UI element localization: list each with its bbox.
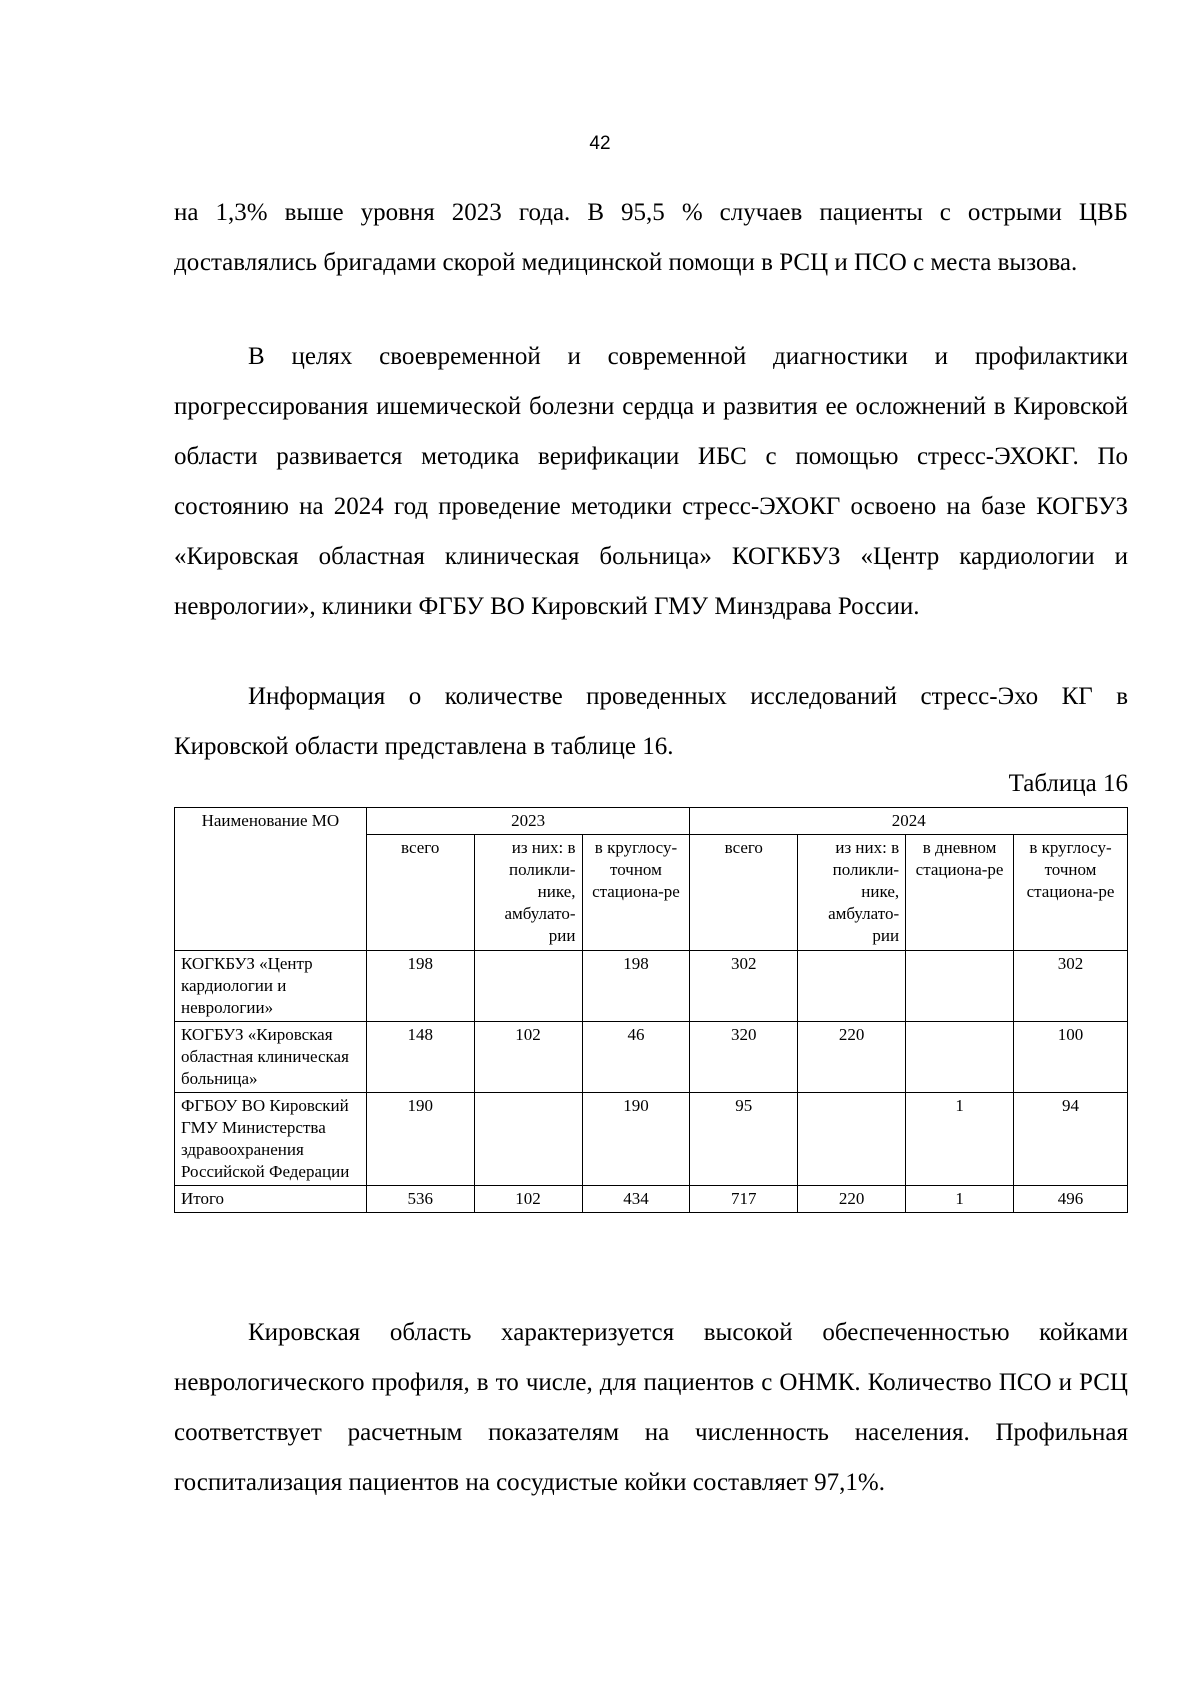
table-total-row: [175, 1186, 1128, 1213]
subheader-2023-polyclinic: из них: в поликли-нике, амбулато-рии: [474, 835, 582, 951]
paragraph-1: [174, 188, 1128, 288]
paragraph-3-text: Информация о количестве проведенных исследований стресс-Эхо КГ в Кировской области представлена в таблице 16.: [174, 683, 1128, 760]
row-name: КОГКБУЗ «Центр кардиологии и неврологии»: [175, 951, 367, 1022]
cell-2024-total: 320: [690, 1022, 798, 1093]
paragraph-1-text: на 1,3% выше уровня 2023 года. В 95,5 % случаев пациенты с острыми ЦВБ доставлялись бригадами скорой медицинской помощи в РСЦ и ПСО с места вызова.: [174, 199, 1128, 276]
cell-2024-polyclinic: [798, 1093, 906, 1186]
cell-2023-total: 536: [366, 1186, 474, 1213]
cell-2023-total: 190: [366, 1093, 474, 1186]
cell-2024-polyclinic: [798, 951, 906, 1022]
cell-2024-day-hospital: [906, 951, 1014, 1022]
cell-2023-round-clock: 198: [582, 951, 690, 1022]
page-number: 42: [589, 133, 611, 154]
row-name: КОГБУЗ «Кировская областная клиническая больница»: [175, 1022, 367, 1093]
subheader-2024-round-clock: в круглосу-точном стациона-ре: [1014, 835, 1128, 951]
cell-2024-day-hospital: 1: [906, 1186, 1014, 1213]
cell-2024-total: 717: [690, 1186, 798, 1213]
cell-2023-round-clock: 46: [582, 1022, 690, 1093]
cell-2023-round-clock: 190: [582, 1093, 690, 1186]
cell-2024-day-hospital: 1: [906, 1093, 1014, 1186]
cell-2023-polyclinic: 102: [474, 1186, 582, 1213]
cell-2024-round-clock: 94: [1014, 1093, 1128, 1186]
header-year-2024: 2024: [690, 808, 1128, 835]
cell-2023-total: 198: [366, 951, 474, 1022]
cell-2023-polyclinic: [474, 1093, 582, 1186]
paragraph-3: [174, 672, 1128, 772]
table-row: [175, 1093, 1128, 1186]
cell-2024-round-clock: 100: [1014, 1022, 1128, 1093]
table-row: [175, 1022, 1128, 1093]
table-row: [175, 951, 1128, 1022]
cell-2024-total: 302: [690, 951, 798, 1022]
cell-2023-total: 148: [366, 1022, 474, 1093]
cell-2023-polyclinic: [474, 951, 582, 1022]
cell-2024-total: 95: [690, 1093, 798, 1186]
cell-2023-polyclinic: 102: [474, 1022, 582, 1093]
subheader-2023-total: всего: [366, 835, 474, 951]
cell-2024-round-clock: 496: [1014, 1186, 1128, 1213]
header-name: Наименование МО: [175, 808, 367, 951]
data-table: [174, 807, 1128, 1213]
table-header-row: [175, 808, 1128, 835]
cell-2024-round-clock: 302: [1014, 951, 1128, 1022]
subheader-2024-total: всего: [690, 835, 798, 951]
table-caption: Таблица 16: [1008, 770, 1128, 797]
paragraph-4: [174, 1308, 1128, 1508]
subheader-2024-day-hospital: в дневном стациона-ре: [906, 835, 1014, 951]
paragraph-4-text: Кировская область характеризуется высокой обеспеченностью койками неврологического профиля, в то числе, для пациентов с ОНМК. Количество ПСО и РСЦ соответствует расчетным показателям на численность населения. Профильная госпитализация пациентов на сосудистые койки составляет 97,1%.: [174, 1319, 1128, 1496]
header-year-2023: 2023: [366, 808, 690, 835]
subheader-2024-polyclinic: из них: в поликли-нике, амбулато-рии: [798, 835, 906, 951]
cell-2024-day-hospital: [906, 1022, 1014, 1093]
row-name-total: Итого: [175, 1186, 367, 1213]
cell-2023-round-clock: 434: [582, 1186, 690, 1213]
row-name: ФГБОУ ВО Кировский ГМУ Министерства здравоохранения Российской Федерации: [175, 1093, 367, 1186]
paragraph-2: [174, 332, 1128, 632]
paragraph-2-text: В целях своевременной и современной диагностики и профилактики прогрессирования ишемической болезни сердца и развития ее осложнений в Кировской области развивается методика верификации ИБС с помощью стресс-ЭХОКГ. По состоянию на 2024 год проведение методики стресс-ЭХОКГ освоено на базе КОГБУЗ «Кировская областная клиническая больница» КОГКБУЗ «Центр кардиологии и неврологии», клиники ФГБУ ВО Кировский ГМУ Минздрава России.: [174, 343, 1128, 620]
cell-2024-polyclinic: 220: [798, 1022, 906, 1093]
cell-2024-polyclinic: 220: [798, 1186, 906, 1213]
subheader-2023-round-clock: в круглосу-точном стациона-ре: [582, 835, 690, 951]
